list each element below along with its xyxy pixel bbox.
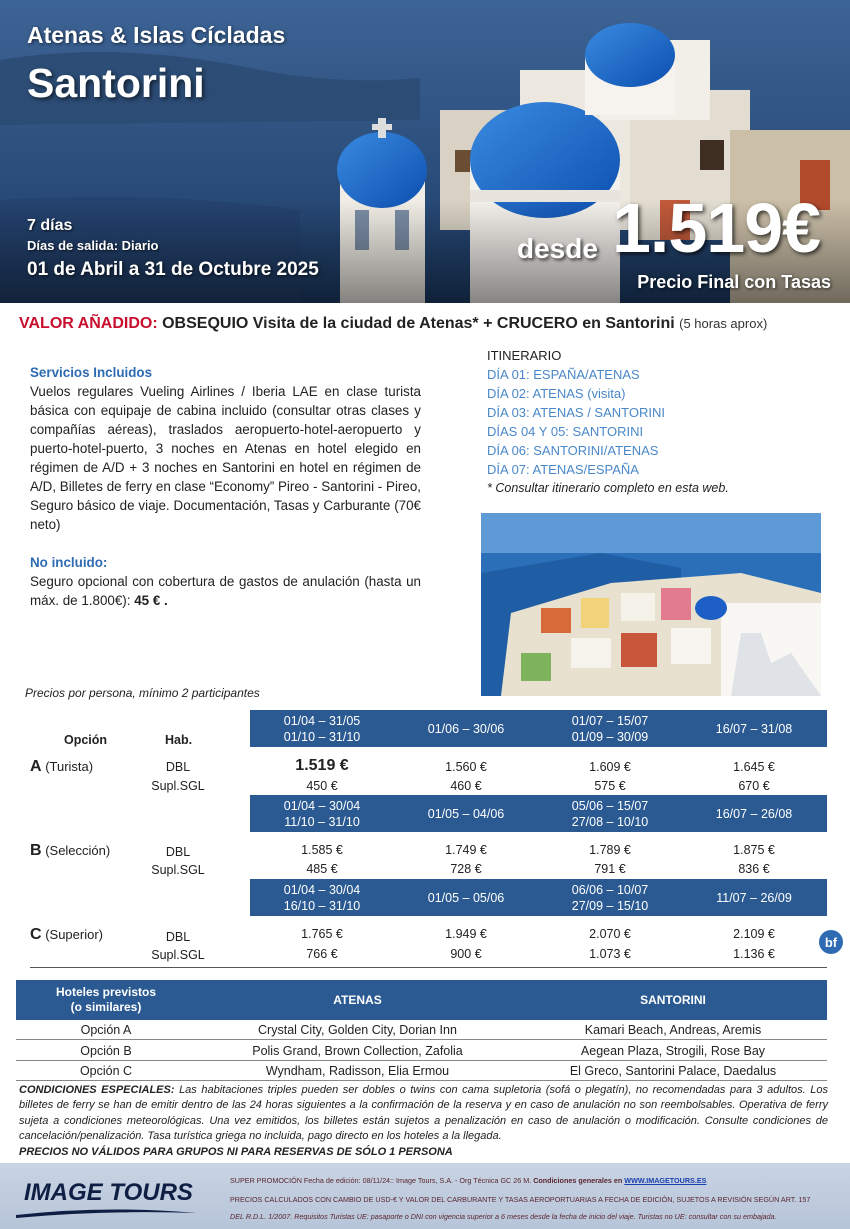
period-label: 16/07 – 26/08 bbox=[715, 806, 793, 821]
period-header-b bbox=[250, 795, 827, 832]
bf-badge-icon: bf bbox=[819, 930, 843, 954]
period-label: 01/10 – 31/10 bbox=[283, 729, 361, 744]
special-conditions bbox=[19, 1083, 828, 1160]
hotel-option: Opción C bbox=[79, 1064, 133, 1078]
period-label: 01/04 – 31/05 bbox=[283, 713, 361, 728]
price-cell: 1.645 € bbox=[733, 760, 775, 774]
period-label: 06/06 – 10/07 bbox=[571, 882, 649, 897]
option-column-header: Opción bbox=[64, 733, 108, 747]
conditions-text: Las habitaciones triples pueden ser dobles o twins con cama supletoria (sofá o plegatín), no recomendadas para 3 adultos. Los billetes de ferry se han de emitir dentro de las 24 horas siguientes a la confirmación de la reserva y en caso de anulación no son reembolsables. Operativa de ferry sujeta a condiciones meteorológicas. Una vez emitidos, los billetes están sujetos a penalización en caso de anulación o modificación. Consulte condiciones de cancelación/penalización. Tasa turística griega no incluida, pago directo en los hoteles a la llegada. bbox=[19, 1084, 828, 1143]
period-label: 27/09 – 15/10 bbox=[571, 898, 649, 913]
price-cell: 485 € bbox=[306, 862, 338, 876]
edition-info: SUPER PROMOCIÓN Fecha de edición: 08/11/24:: Image Tours, S.A. - Org Técnica GC 26 M. bbox=[230, 1176, 532, 1185]
price-cell: 670 € bbox=[738, 779, 770, 793]
athens-col-header: ATENAS bbox=[333, 992, 382, 1007]
price-cell: 791 € bbox=[594, 862, 626, 876]
hotel-option: Opción B bbox=[80, 1044, 132, 1058]
room-sgl: Supl.SGL bbox=[151, 863, 205, 877]
option-category: (Superior) bbox=[45, 927, 103, 942]
period-label: 01/09 – 30/09 bbox=[571, 729, 649, 744]
period-header-c bbox=[250, 879, 827, 916]
price-cell: 766 € bbox=[306, 947, 338, 961]
price-cell: 1.749 € bbox=[445, 843, 487, 857]
itinerary-day[interactable]: DÍA 02: ATENAS (visita) bbox=[487, 386, 626, 401]
room-dbl: DBL bbox=[165, 930, 191, 944]
itinerary-day[interactable]: DÍA 01: ESPAÑA/ATENAS bbox=[487, 367, 640, 382]
room-sgl: Supl.SGL bbox=[151, 948, 205, 962]
athens-hotels: Crystal City, Golden City, Dorian Inn bbox=[258, 1023, 457, 1037]
hero-kicker: Atenas & Islas Cícladas bbox=[27, 22, 286, 48]
itinerary-day[interactable]: DÍAS 04 Y 05: SANTORINI bbox=[487, 424, 644, 439]
option-a-name bbox=[30, 758, 93, 776]
santorini-col-header: SANTORINI bbox=[640, 992, 706, 1007]
price-cell: 2.109 € bbox=[733, 927, 775, 941]
price-cell: 836 € bbox=[738, 862, 770, 876]
athens-hotels: Wyndham, Radisson, Elia Ermou bbox=[265, 1064, 450, 1078]
table-divider bbox=[30, 967, 827, 968]
athens-hotels: Polis Grand, Brown Collection, Zafolia bbox=[252, 1044, 463, 1058]
period-label: 01/04 – 30/04 bbox=[283, 882, 361, 897]
price-cell: 460 € bbox=[450, 779, 482, 793]
price-cell: 1.519 € bbox=[295, 757, 349, 774]
period-label: 11/10 – 31/10 bbox=[284, 814, 360, 829]
option-letter: A bbox=[30, 758, 42, 775]
itinerary-day[interactable]: DÍA 03: ATENAS / SANTORINI bbox=[487, 405, 665, 420]
santorini-hotels: El Greco, Santorini Palace, Daedalus bbox=[569, 1064, 777, 1078]
room-sgl: Supl.SGL bbox=[151, 779, 205, 793]
hotel-table-header bbox=[16, 980, 827, 1020]
hotel-col-header: Hoteles previstos bbox=[55, 985, 157, 999]
option-b-name bbox=[30, 842, 110, 860]
price-cell: 1.560 € bbox=[445, 760, 487, 774]
included-text: Vuelos regulares Vueling Airlines / Iberia LAE en clase turista básica con equipaje de cabina incluido (consultar otras clases y compañías aéreas), traslados aeropuerto-hotel-aeropuerto y puerto-hotel-puerto, 3 noches en Atenas en hotel elegido en régimen de A/D + 3 noches en Santorini en hotel en régimen de A/D, Billetes de ferry en clase “Economy” Pireo - Santorini - Pireo, Seguro básico de viaje. Documentación, Tasas y Carburante (70€ neto) bbox=[30, 384, 421, 532]
price-cell: 1.765 € bbox=[301, 927, 343, 941]
itinerary-day[interactable]: DÍA 06: SANTORINI/ATENAS bbox=[487, 443, 659, 458]
conditions-warning: PRECIOS NO VÁLIDOS PARA GRUPOS NI PARA RESERVAS DE SÓLO 1 PERSONA bbox=[19, 1145, 453, 1158]
hotel-row bbox=[16, 1020, 827, 1040]
price-cell: 1.875 € bbox=[733, 843, 775, 857]
value-added-text: OBSEQUIO Visita de la ciudad de Atenas* + CRUCERO en Santorini bbox=[162, 315, 675, 332]
period-label: 16/10 – 31/10 bbox=[283, 898, 361, 913]
option-category: (Turista) bbox=[45, 759, 94, 774]
option-c-name bbox=[30, 926, 103, 944]
price-cell: 1.136 € bbox=[733, 947, 775, 961]
image-tours-logo[interactable] bbox=[14, 1177, 199, 1217]
hotel-option: Opción A bbox=[80, 1023, 132, 1037]
from-label: desde bbox=[517, 233, 598, 264]
period-label: 11/07 – 26/09 bbox=[716, 890, 792, 905]
value-added-note: (5 horas aprox) bbox=[679, 316, 768, 331]
option-letter: C bbox=[30, 926, 42, 943]
price-cell: 1.609 € bbox=[589, 760, 631, 774]
website-link[interactable]: WWW.IMAGETOURS.ES bbox=[624, 1176, 707, 1185]
not-included-title: No incluido: bbox=[30, 555, 108, 570]
price-cell: 575 € bbox=[594, 779, 626, 793]
price-cell: 1.073 € bbox=[589, 947, 631, 961]
option-letter: B bbox=[30, 842, 42, 859]
itinerary-day[interactable]: DÍA 07: ATENAS/ESPAÑA bbox=[487, 462, 639, 477]
room-dbl: DBL bbox=[165, 845, 191, 859]
not-included-paragraph bbox=[30, 572, 421, 610]
itinerary-note: * Consultar itinerario completo en esta web. bbox=[487, 481, 729, 495]
santorini-photo bbox=[481, 513, 821, 696]
hotel-col-subheader: (o similares) bbox=[70, 1000, 142, 1014]
itinerary-section bbox=[487, 346, 827, 498]
price-note: Precio Final con Tasas bbox=[637, 272, 831, 292]
price-cell: 900 € bbox=[450, 947, 482, 961]
footer-line-2: PRECIOS CALCULADOS CON CAMBIO DE USD-€ Y VALOR DEL CARBURANTE Y TASAS AEROPORTUARIAS A FECHA DE EDICIÓN, SUJETOS A REVISIÓN SEGÚN ART. 157 bbox=[230, 1195, 811, 1204]
period-label: 01/05 – 04/06 bbox=[427, 806, 505, 821]
value-added-banner: VALOR AÑADIDO: OBSEQUIO Visita de la ciudad de Atenas* + CRUCERO en Santorini (5 horas aprox) bbox=[19, 315, 768, 332]
headline-price: 1.519€ bbox=[612, 189, 821, 267]
price-cell: 728 € bbox=[450, 862, 482, 876]
santorini-hotels: Kamari Beach, Andreas, Aremis bbox=[584, 1023, 762, 1037]
option-category: (Selección) bbox=[45, 843, 111, 858]
value-added-label: VALOR AÑADIDO bbox=[19, 315, 153, 332]
footer-line-1 bbox=[230, 1176, 706, 1185]
footer-line-3: DEL R.D.L. 1/2007. Requisitos Turistas UE: pasaporte o DNI con vigencia superior a 6 meses desde la fecha de inicio del viaje. Turistas no UE: consultar con su embajada. bbox=[230, 1212, 777, 1221]
price-cell: 2.070 € bbox=[589, 927, 631, 941]
conditions-link-label: Condiciones generales en bbox=[533, 1176, 623, 1185]
price-cell: 1.949 € bbox=[445, 927, 487, 941]
not-included-text: Seguro opcional con cobertura de gastos de anulación (hasta un máx. de 1.800€): bbox=[30, 574, 421, 608]
services-section bbox=[30, 363, 421, 610]
hero-title: Santorini bbox=[27, 60, 205, 106]
travel-dates: 01 de Abril a 31 de Octubre 2025 bbox=[27, 259, 319, 280]
hotel-row bbox=[16, 1061, 827, 1081]
logo-text: IMAGE TOURS bbox=[24, 1179, 193, 1206]
price-cell: 1.585 € bbox=[301, 843, 343, 857]
conditions-label: CONDICIONES ESPECIALES: bbox=[19, 1084, 175, 1096]
departure-days: Días de salida: Diario bbox=[27, 238, 159, 253]
logo-swoosh-icon bbox=[14, 1207, 199, 1219]
price-table-note: Precios por persona, mínimo 2 participantes bbox=[25, 686, 260, 700]
hotel-row bbox=[16, 1041, 827, 1061]
itinerary-title: ITINERARIO bbox=[487, 348, 562, 363]
santorini-hotels: Aegean Plaza, Strogili, Rose Bay bbox=[580, 1044, 766, 1058]
room-dbl: DBL bbox=[165, 760, 191, 774]
trip-duration: 7 días bbox=[27, 217, 73, 234]
price-cell: 1.789 € bbox=[589, 843, 631, 857]
period-label: 05/06 – 15/07 bbox=[571, 798, 649, 813]
insurance-price: 45 € . bbox=[134, 593, 168, 608]
period-label: 01/06 – 30/06 bbox=[427, 721, 505, 736]
footer bbox=[0, 1163, 850, 1229]
period-label: 27/08 – 10/10 bbox=[571, 814, 649, 829]
period-header-a bbox=[250, 710, 827, 747]
room-column-header: Hab. bbox=[165, 733, 193, 747]
period-label: 01/05 – 05/06 bbox=[427, 890, 505, 905]
included-title: Servicios Incluidos bbox=[30, 365, 153, 380]
period-label: 16/07 – 31/08 bbox=[715, 721, 793, 736]
hero-banner bbox=[0, 0, 850, 303]
price-cell: 450 € bbox=[306, 779, 338, 793]
period-label: 01/07 – 15/07 bbox=[571, 713, 649, 728]
period-label: 01/04 – 30/04 bbox=[283, 798, 361, 813]
